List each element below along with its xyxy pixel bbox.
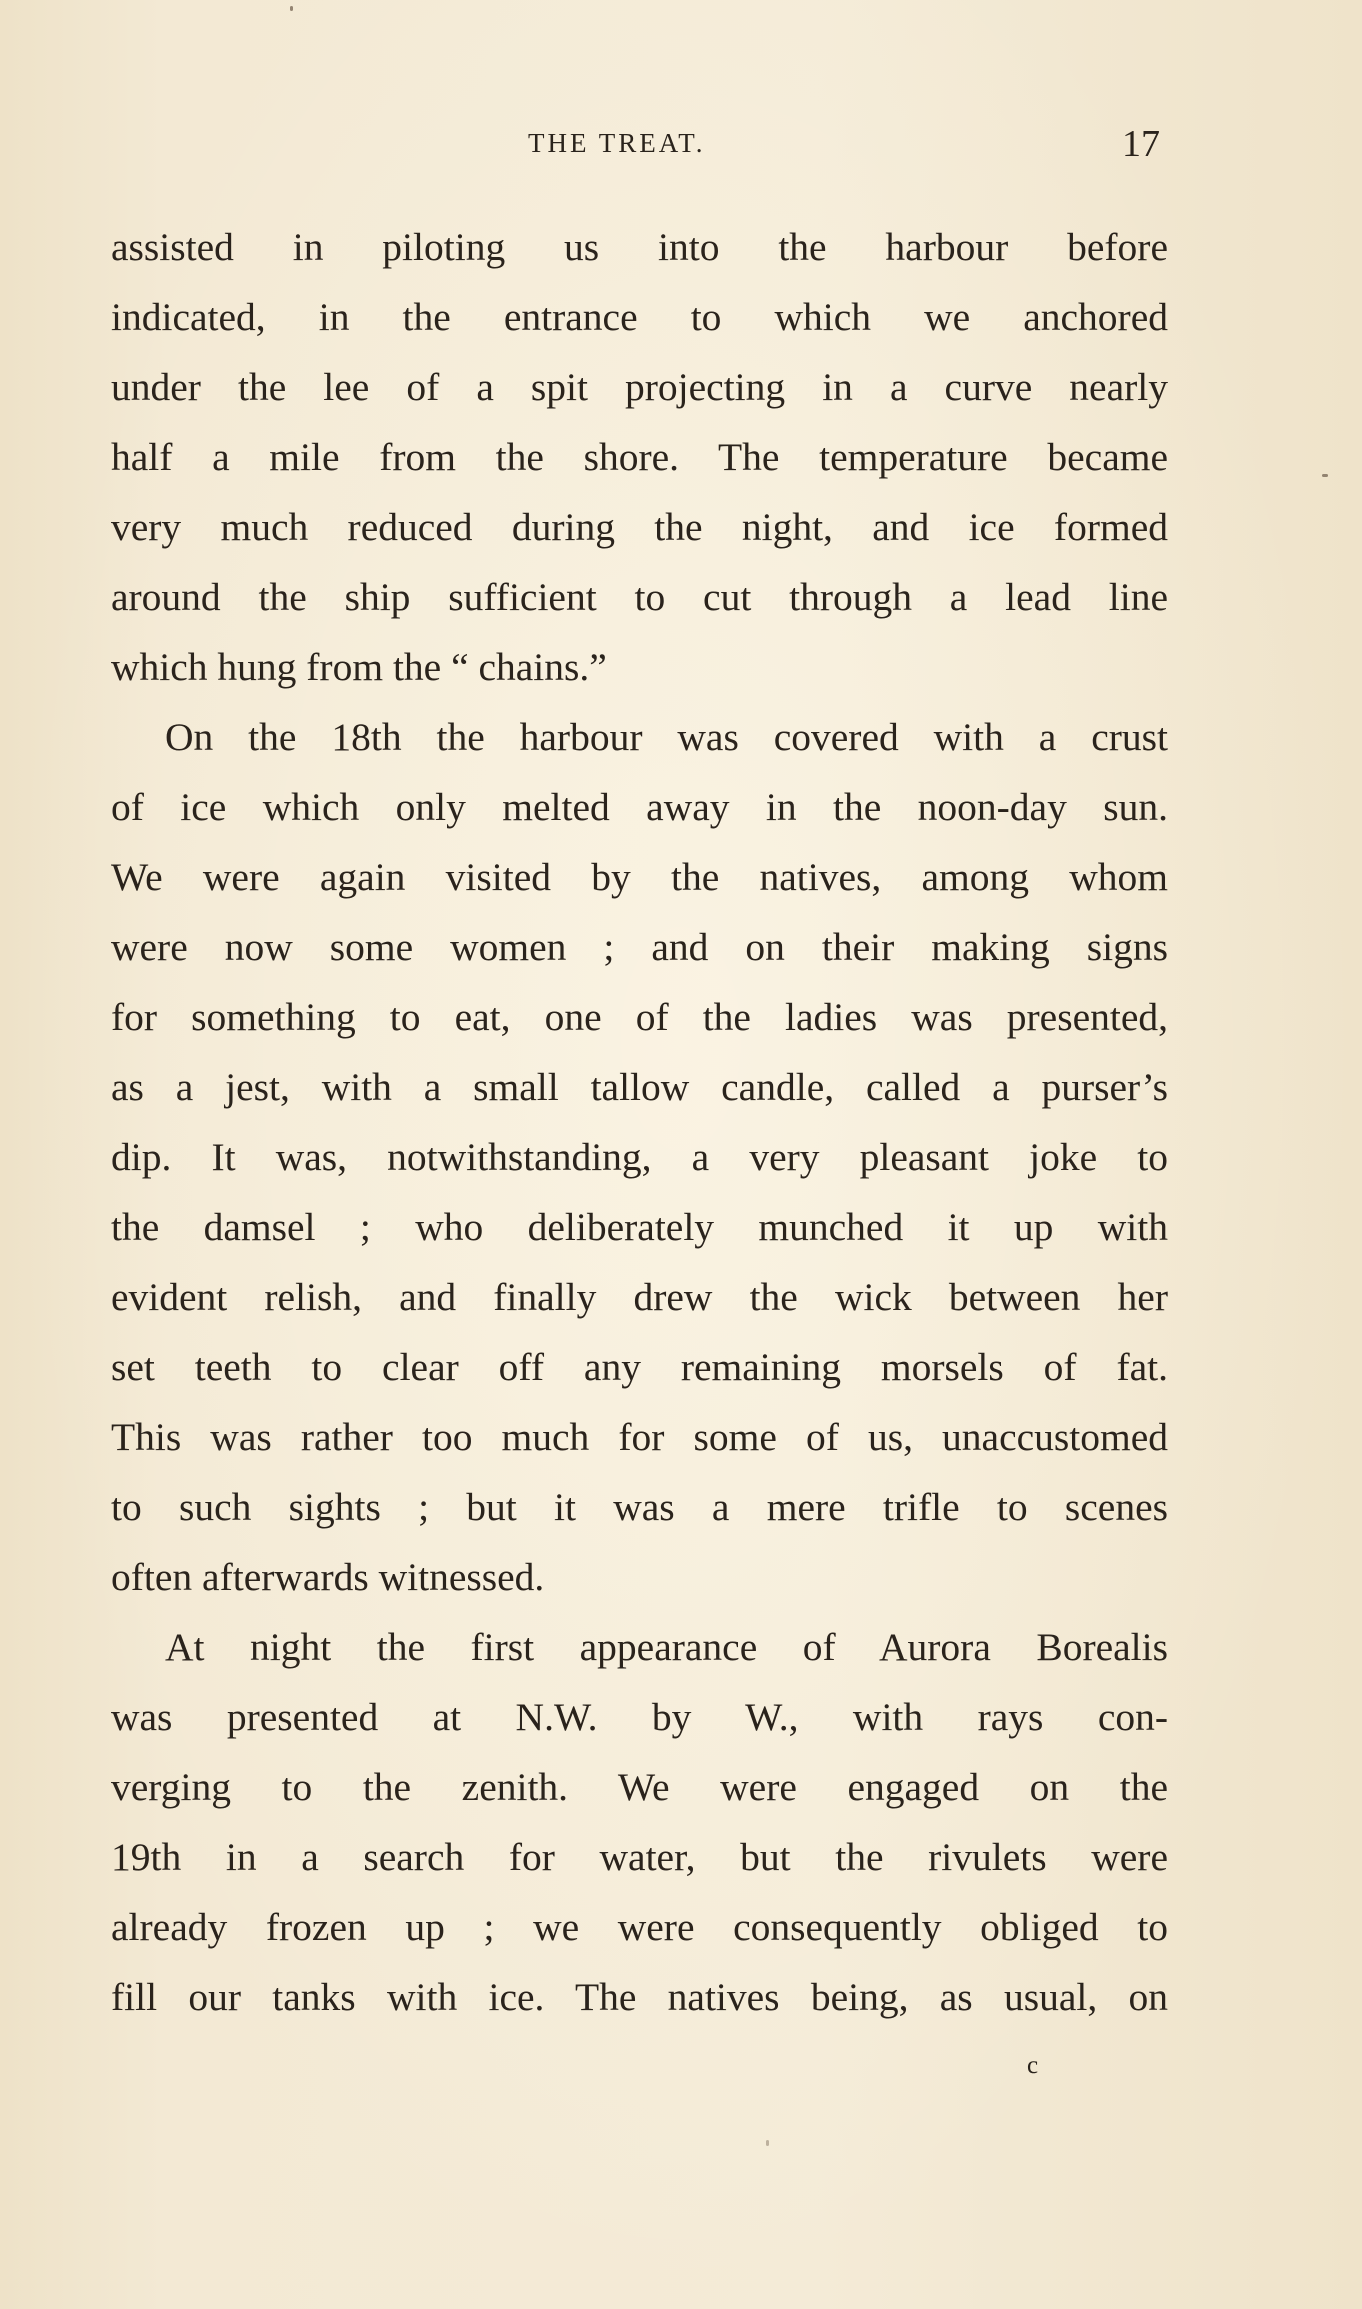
text-line: assisted in piloting us into the harbour before [111,225,1168,269]
text-line: as a jest, with a small tallow candle, called a purser’s [111,1065,1168,1109]
body-text [111,212,1168,2032]
text-line: to such sights ; but it was a mere trifle to scenes [111,1485,1168,1529]
text-line: evident relish, and finally drew the wick between her [111,1275,1168,1319]
paper-speck [1322,474,1328,477]
paper-speck [290,6,293,11]
text-line: around the ship sufficient to cut through a lead line [111,575,1168,619]
text-line: verging to the zenith. We were engaged on the [111,1765,1168,1809]
text-line: This was rather too much for some of us, unaccustomed [111,1415,1168,1459]
text-line: indicated, in the entrance to which we anchored [111,295,1168,339]
signature-mark: c [1027,2052,1040,2079]
text-line: 19th in a search for water, but the rivulets were [111,1835,1168,1879]
text-line: We were again visited by the natives, among whom [111,855,1168,899]
text-line: set teeth to clear off any remaining morsels of fat. [111,1345,1168,1389]
running-head [0,123,1362,168]
text-line: under the lee of a spit projecting in a curve nearly [111,365,1168,409]
text-line: the damsel ; who deliberately munched it up with [111,1205,1168,1249]
text-line: of ice which only melted away in the noon-day sun. [111,785,1168,829]
text-line: dip. It was, notwithstanding, a very pleasant joke to [111,1135,1168,1179]
text-line: already frozen up ; we were consequently obliged to [111,1905,1168,1949]
text-line: was presented at N.W. by W., with rays con- [111,1695,1168,1739]
text-line: fill our tanks with ice. The natives being, as usual, on [111,1975,1168,2019]
paragraph-first-line: At night the first appearance of Aurora Borealis [165,1625,1168,1669]
text-line: were now some women ; and on their making signs [111,925,1168,969]
text-line: half a mile from the shore. The temperature became [111,435,1168,479]
paragraph-first-line: On the 18th the harbour was covered with a crust [165,715,1168,759]
text-line: which hung from the “ chains.” [111,645,607,689]
running-title: THE TREAT. [528,128,706,158]
paper-speck [766,2140,769,2146]
text-line: for something to eat, one of the ladies was presented, [111,995,1168,1039]
text-line: often afterwards witnessed. [111,1555,545,1599]
text-line: very much reduced during the night, and ice formed [111,505,1168,549]
page-number: 17 [1122,123,1160,165]
